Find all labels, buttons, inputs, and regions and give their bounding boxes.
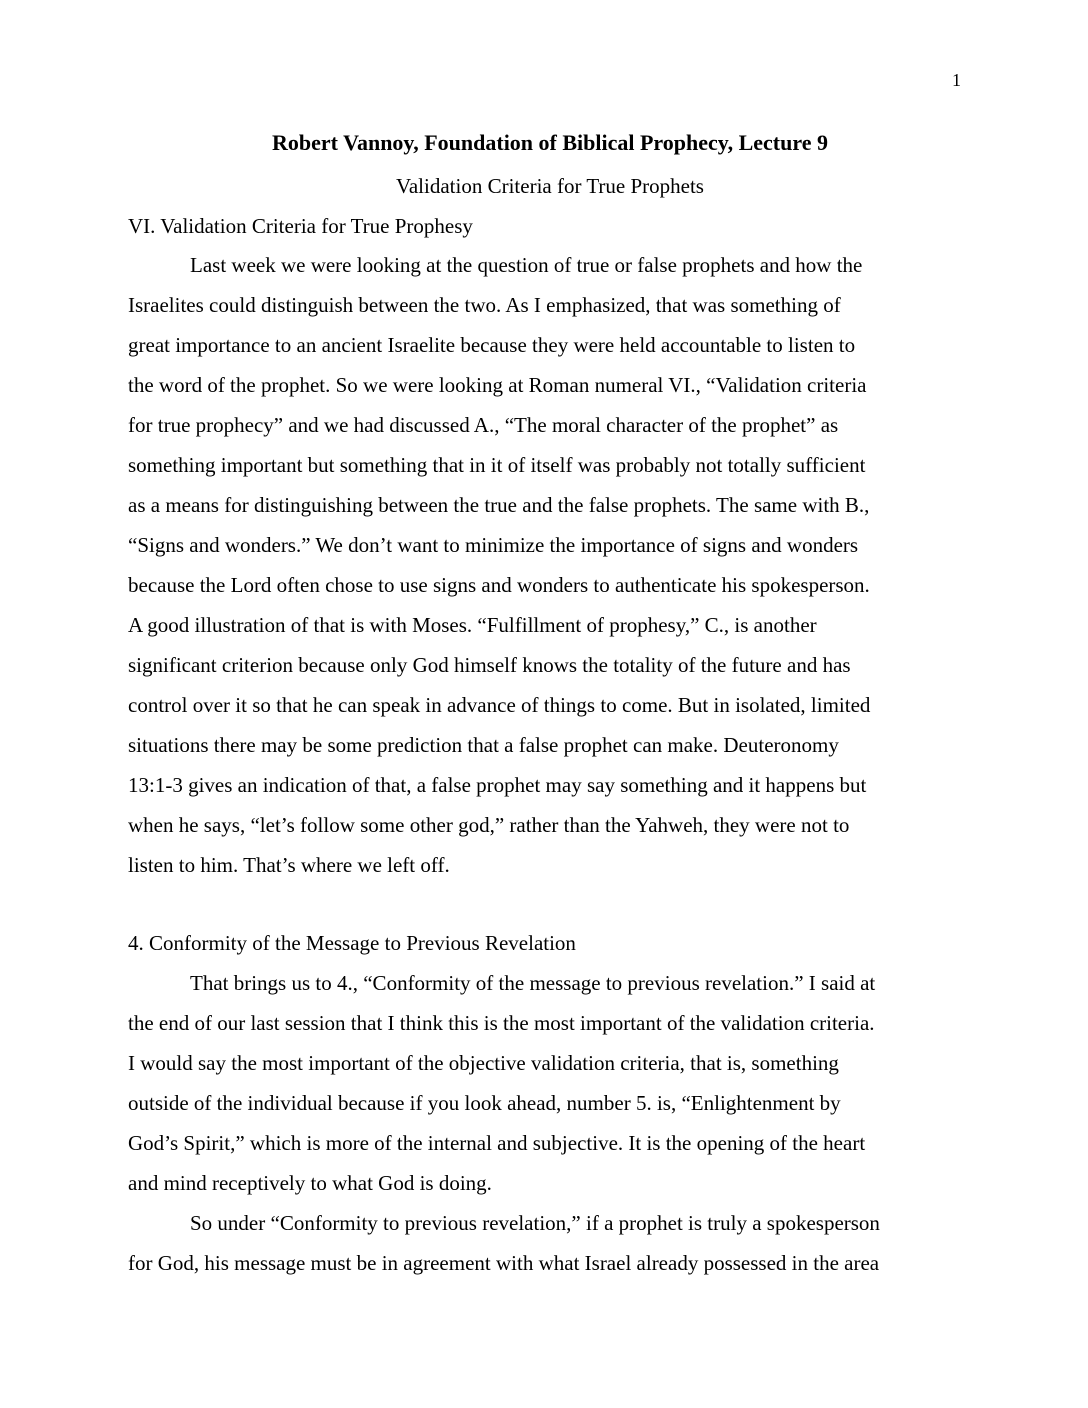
document-subtitle: Validation Criteria for True Prophets [396,174,704,198]
paragraph-line: So under “Conformity to previous revelation,” if a prophet is truly a spokesperson [190,1211,880,1235]
section-4-heading: 4. Conformity of the Message to Previous Revelation [128,931,576,955]
paragraph-line: Last week we were looking at the question of true or false prophets and how the [190,253,863,277]
paragraph-line: “Signs and wonders.” We don’t want to minimize the importance of signs and wonders [128,533,859,557]
paragraph-3 [128,1203,960,1283]
paragraph-line: A good illustration of that is with Moses. “Fulfillment of prophesy,” C., is another [128,613,817,637]
paragraph-2 [128,963,960,1203]
paragraph-line: the word of the prophet. So we were looking at Roman numeral VI., “Validation criteria [128,373,867,397]
paragraph-line: because the Lord often chose to use signs and wonders to authenticate his spokesperson. [128,573,870,597]
paragraph-line: situations there may be some prediction that a false prophet can make. Deuteronomy [128,733,839,757]
paragraph-line: control over it so that he can speak in advance of things to come. But in isolated, limited [128,693,871,717]
paragraph-line: Israelites could distinguish between the two. As I emphasized, that was something of [128,293,841,317]
paragraph-line: 13:1-3 gives an indication of that, a false prophet may say something and it happens but [128,773,867,797]
paragraph-line: for true prophecy” and we had discussed A., “The moral character of the prophet” as [128,413,839,437]
paragraph-line: significant criterion because only God himself knows the totality of the future and has [128,653,851,677]
paragraph-line: and mind receptively to what God is doing. [128,1171,492,1195]
paragraph-1 [128,245,960,885]
paragraph-line: great importance to an ancient Israelite because they were held accountable to listen to [128,333,856,357]
paragraph-line: something important but something that in it of itself was probably not totally sufficient [128,453,866,477]
paragraph-line: the end of our last session that I think this is the most important of the validation criteria. [128,1011,875,1035]
page-number: 1 [952,70,961,90]
paragraph-line: outside of the individual because if you look ahead, number 5. is, “Enlightenment by [128,1091,841,1115]
paragraph-line: God’s Spirit,” which is more of the internal and subjective. It is the opening of the heart [128,1131,866,1155]
section-vi-heading: VI. Validation Criteria for True Prophesy [128,214,473,238]
paragraph-line: for God, his message must be in agreement with what Israel already possessed in the area [128,1251,880,1275]
paragraph-line: I would say the most important of the objective validation criteria, that is, something [128,1051,839,1075]
paragraph-line: when he says, “let’s follow some other god,” rather than the Yahweh, they were not to [128,813,850,837]
paragraph-line: That brings us to 4., “Conformity of the message to previous revelation.” I said at [190,971,876,995]
paragraph-line: listen to him. That’s where we left off. [128,853,450,877]
document-title: Robert Vannoy, Foundation of Biblical Prophecy, Lecture 9 [272,130,828,155]
paragraph-line: as a means for distinguishing between the true and the false prophets. The same with B., [128,493,870,517]
